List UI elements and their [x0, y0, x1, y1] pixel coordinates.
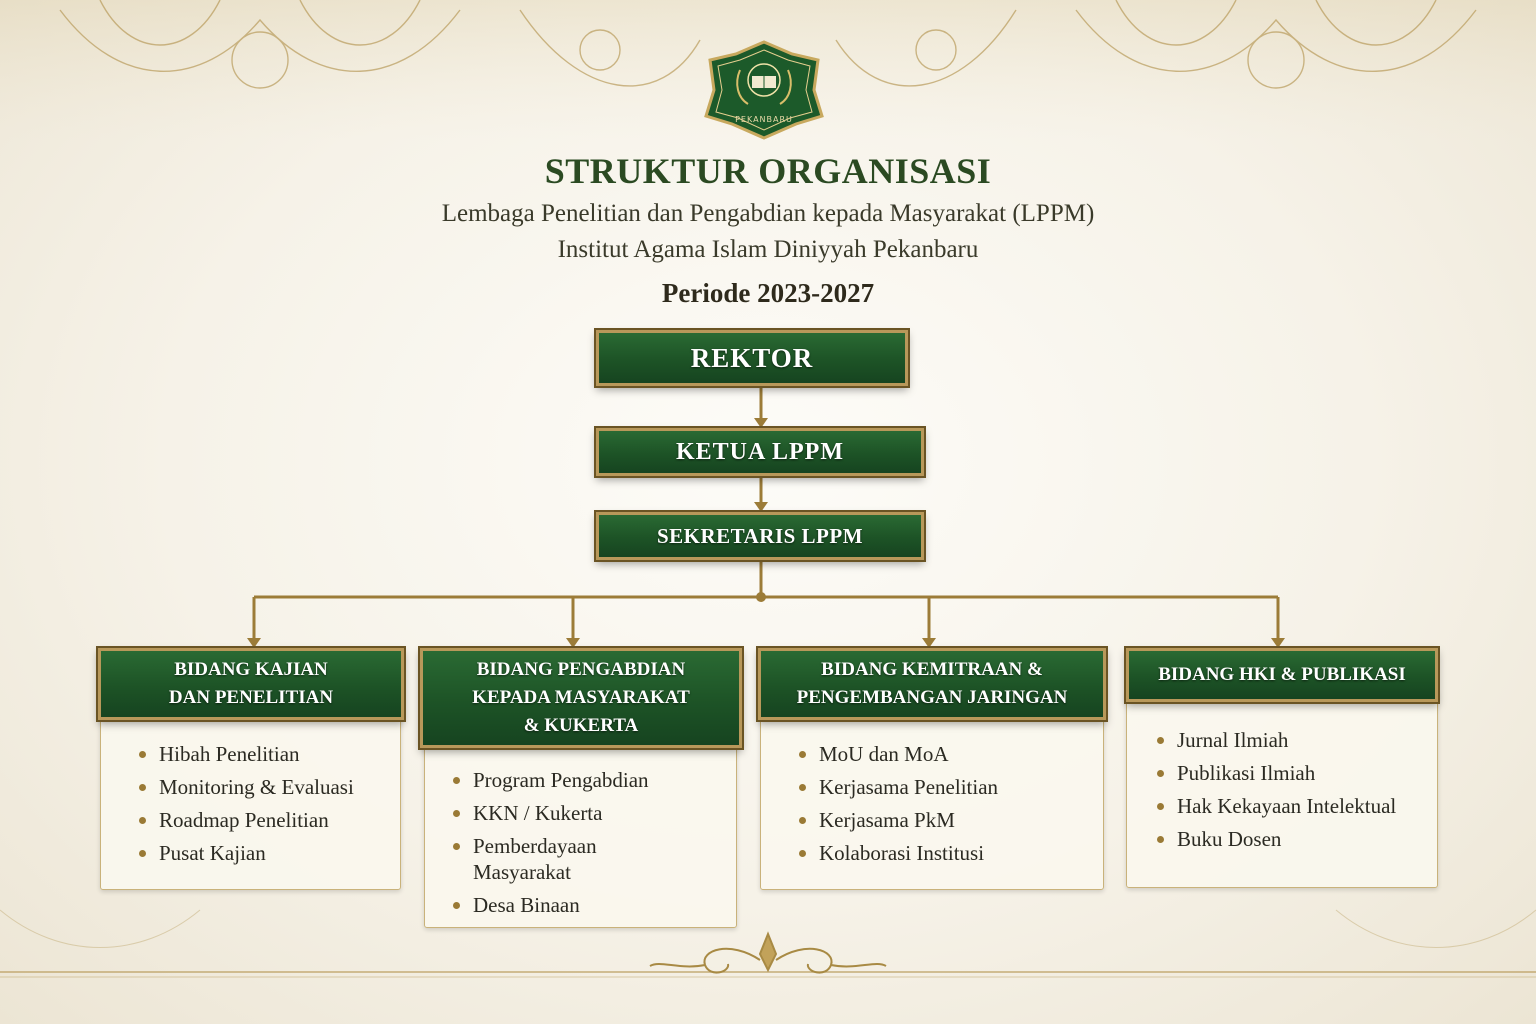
list-item: Desa Binaan: [451, 892, 721, 918]
dept-3-card: [760, 700, 1104, 890]
list-item: Monitoring & Evaluasi: [137, 774, 354, 800]
dept-2-header: [420, 648, 742, 748]
period-label: Periode 2023-2027: [661, 278, 875, 308]
dept-3-header: [758, 648, 1106, 720]
institute-name: Institut Agama Islam Diniyyah Pekanbaru: [557, 236, 979, 263]
list-item: Publikasi Ilmiah: [1155, 760, 1396, 786]
dept-3-title: BIDANG KEMITRAAN & PENGEMBANGAN JARINGAN: [796, 659, 1068, 708]
dept-4-card: [1126, 690, 1438, 888]
page-title: STRUKTUR ORGANISASI: [544, 151, 992, 191]
arrow-to-ketua: [754, 418, 768, 428]
list-item: Kolaborasi Institusi: [797, 840, 998, 866]
bus-junction: [756, 592, 766, 602]
arrow-dept-2: [566, 638, 580, 648]
list-item: Hak Kekayaan Intelektual: [1155, 793, 1396, 819]
list-item: Pusat Kajian: [137, 840, 354, 866]
list-item: Jurnal Ilmiah: [1155, 727, 1396, 753]
sekretaris-lppm-label: SEKRETARIS LPPM: [656, 523, 864, 548]
dept-4-items: [1155, 727, 1396, 859]
list-item: Kerjasama Penelitian: [797, 774, 998, 800]
list-item: Roadmap Penelitian: [137, 807, 354, 833]
dept-4-title: BIDANG HKI & PUBLIKASI: [1158, 664, 1406, 685]
dept-1-title: BIDANG KAJIAN DAN PENELITIAN: [168, 659, 334, 708]
list-item: Kerjasama PkM: [797, 807, 998, 833]
list-item: Pemberdayaan Masyarakat: [451, 833, 663, 885]
dept-2-card: [424, 730, 737, 928]
dept-4-header: [1126, 648, 1438, 702]
dept-2-items: [451, 767, 721, 925]
logo-text: PEKANBARU: [735, 115, 793, 124]
rektor-box: [596, 330, 908, 386]
list-item: Program Pengabdian: [451, 767, 721, 793]
rektor-label: REKTOR: [690, 342, 814, 373]
institution-logo: [700, 40, 828, 140]
arrow-dept-1: [247, 638, 261, 648]
ketua-lppm-box: [596, 428, 924, 476]
arrow-to-sekretaris: [754, 502, 768, 512]
ketua-lppm-label: KETUA LPPM: [675, 438, 844, 465]
dept-1-items: [137, 741, 354, 873]
list-item: Hibah Penelitian: [137, 741, 354, 767]
arrow-dept-4: [1271, 638, 1285, 648]
dept-1-header: [98, 648, 404, 720]
institution-subtitle: Lembaga Penelitian dan Pengabdian kepada Masyarakat (LPPM): [441, 200, 1095, 227]
bottom-floral-ornament: [0, 900, 1536, 1024]
arrow-dept-3: [922, 638, 936, 648]
list-item: KKN / Kukerta: [451, 800, 721, 826]
list-item: MoU dan MoA: [797, 741, 998, 767]
sekretaris-lppm-box: [596, 512, 924, 560]
dept-3-items: [797, 741, 998, 873]
dept-2-title: BIDANG PENGABDIAN KEPADA MASYARAKAT & KUKERTA: [472, 659, 690, 736]
list-item: Buku Dosen: [1155, 826, 1396, 852]
dept-1-card: [100, 700, 401, 890]
